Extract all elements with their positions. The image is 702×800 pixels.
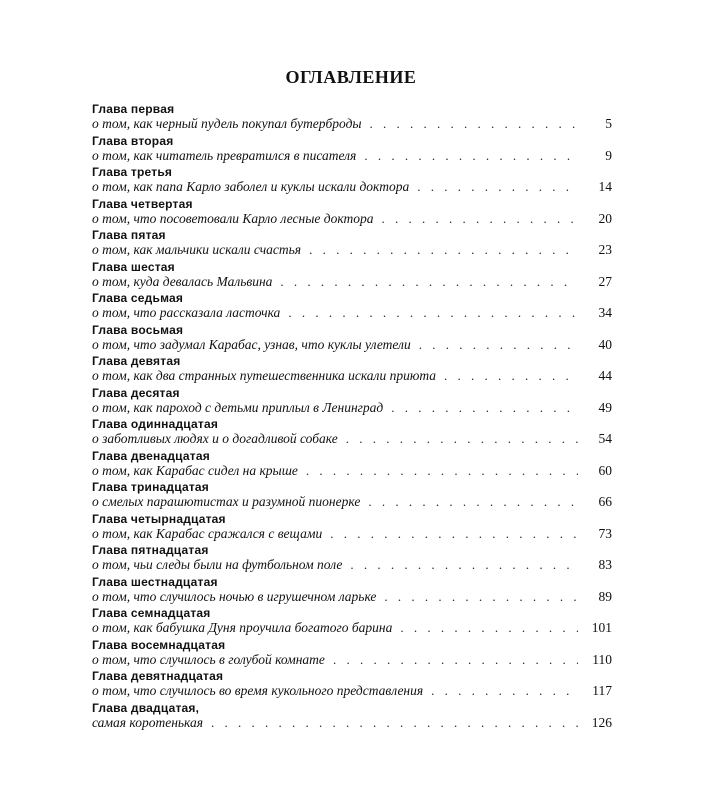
toc-entry (92, 134, 612, 166)
page-number: 9 (605, 147, 612, 163)
entry-line (92, 652, 612, 668)
page-number: 49 (598, 399, 612, 415)
page-number: 83 (598, 557, 612, 572)
chapter-description: о том, как мальчики искали счастья (92, 242, 302, 257)
chapter-label: Глава семнадцатая (92, 606, 211, 620)
dot-leader (325, 652, 578, 668)
chapter-label: Глава восьмая (92, 322, 184, 337)
chapter-description: о том, как бабушка Дуня проучила богатого барина (92, 620, 393, 635)
entry-line (92, 715, 612, 731)
dot-leader (356, 148, 578, 164)
chapter-description: о том, куда девалась Мальвина (92, 273, 273, 289)
page-number: 60 (598, 462, 612, 478)
page-number: 126 (591, 714, 612, 730)
chapter-description: о смелых парашютистах и разумной пионерке (92, 494, 361, 509)
chapter-label: Глава четвертая (92, 196, 193, 211)
dot-leader (342, 557, 578, 573)
chapter-description: о том, как Карабас сражался с вещами (92, 525, 323, 541)
table-of-contents (92, 102, 612, 732)
chapter-label: Глава пятнадцатая (92, 543, 209, 557)
toc-entry (92, 165, 612, 197)
chapter-label: Глава шестнадцатая (92, 574, 218, 589)
chapter-description: о том, что посоветовали Карло лесные доктора (92, 210, 374, 226)
page-number: 20 (598, 210, 612, 226)
page-number: 27 (598, 273, 612, 289)
page-number: 44 (598, 368, 612, 383)
chapter-label: Глава первая (92, 102, 175, 116)
toc-entry (92, 480, 612, 512)
dot-leader (362, 116, 578, 132)
chapter-description: о заботливых людях и о догадливой собаке (92, 431, 338, 446)
chapter-description: о том, как Карабас сидел на крыше (92, 462, 298, 478)
chapter-description: о том, как два странных путешественника искали приюта (92, 368, 437, 383)
dot-leader (411, 337, 578, 353)
chapter-label: Глава шестая (92, 259, 175, 274)
entry-line (92, 211, 612, 227)
entry-line (92, 337, 612, 353)
page-number: 66 (598, 494, 612, 509)
toc-entry (92, 701, 612, 733)
chapter-description: самая коротенькая (92, 714, 204, 730)
entry-line (92, 242, 612, 258)
chapter-description: о том, что задумал Карабас, узнав, что куклы улетели (92, 336, 411, 352)
toc-entry (92, 669, 612, 701)
toc-entry (92, 291, 612, 323)
toc-entry (92, 260, 612, 292)
entry-line (92, 589, 612, 605)
page-number: 117 (592, 683, 612, 698)
entry-line (92, 557, 612, 573)
chapter-description: о том, что случилось во время кукольного представления (92, 683, 424, 698)
page-title: ОГЛАВЛЕНИЕ (285, 67, 417, 87)
dot-leader (383, 400, 578, 416)
chapter-label: Глава десятая (92, 385, 180, 400)
page-number: 34 (598, 305, 612, 320)
toc-entry (92, 386, 612, 418)
entry-line (92, 463, 612, 479)
dot-leader (301, 242, 578, 258)
page-number: 73 (598, 525, 612, 541)
toc-entry (92, 449, 612, 481)
chapter-label: Глава двадцатая, (92, 700, 200, 715)
chapter-description: о том, что рассказала ласточка (92, 305, 281, 320)
chapter-label: Глава девятая (92, 354, 181, 368)
toc-entry (92, 102, 612, 134)
chapter-description: о том, как пароход с детьми приплыл в Ленинград (92, 399, 384, 415)
chapter-label: Глава четырнадцатая (92, 511, 226, 526)
entry-line (92, 431, 612, 447)
entry-line (92, 274, 612, 290)
chapter-description: о том, как папа Карло заболел и куклы искали доктора (92, 179, 410, 194)
page-number: 40 (598, 336, 612, 352)
chapter-label: Глава двенадцатая (92, 448, 210, 463)
entry-line (92, 179, 612, 195)
chapter-description: о том, как черный пудель покупал бутерброды (92, 116, 362, 131)
chapter-label: Глава одиннадцатая (92, 417, 219, 431)
dot-leader (392, 620, 578, 636)
dot-leader (338, 431, 578, 447)
chapter-label: Глава вторая (92, 133, 174, 148)
toc-entry (92, 323, 612, 355)
dot-leader (376, 589, 578, 605)
entry-line (92, 683, 612, 699)
dot-leader (280, 305, 578, 321)
chapter-description: о том, что случилось в голубой комнате (92, 651, 325, 667)
dot-leader (298, 463, 578, 479)
dot-leader (360, 494, 578, 510)
toc-entry (92, 228, 612, 260)
entry-line (92, 526, 612, 542)
entry-line (92, 368, 612, 384)
dot-leader (203, 715, 578, 731)
toc-entry (92, 638, 612, 670)
chapter-label: Глава третья (92, 165, 173, 179)
entry-line (92, 148, 612, 164)
chapter-label: Глава девятнадцатая (92, 669, 224, 683)
toc-entry (92, 606, 612, 638)
chapter-label: Глава тринадцатая (92, 480, 210, 494)
dot-leader (409, 179, 578, 195)
chapter-description: о том, что случилось ночью в игрушечном ларьке (92, 588, 377, 604)
page-number: 89 (598, 588, 612, 604)
chapter-label: Глава восемнадцатая (92, 637, 226, 652)
page-number: 101 (591, 620, 612, 635)
page-number: 110 (592, 651, 612, 667)
page-number: 23 (598, 242, 612, 257)
toc-entry (92, 197, 612, 229)
dot-leader (322, 526, 578, 542)
entry-line (92, 620, 612, 636)
page-number: 54 (598, 431, 612, 446)
toc-entry (92, 575, 612, 607)
dot-leader (436, 368, 578, 384)
dot-leader (373, 211, 578, 227)
dot-leader (423, 683, 578, 699)
entry-line (92, 305, 612, 321)
toc-entry (92, 417, 612, 449)
entry-line (92, 116, 612, 132)
entry-line (92, 400, 612, 416)
chapter-description: о том, как читатель превратился в писателя (92, 147, 357, 163)
chapter-label: Глава пятая (92, 228, 166, 242)
page-number: 5 (605, 116, 612, 131)
chapter-description: о том, чьи следы были на футбольном поле (92, 557, 343, 572)
toc-entry (92, 512, 612, 544)
dot-leader (272, 274, 578, 290)
page-number: 14 (598, 179, 612, 194)
toc-entry (92, 543, 612, 575)
toc-entry (92, 354, 612, 386)
chapter-label: Глава седьмая (92, 291, 184, 305)
entry-line (92, 494, 612, 510)
